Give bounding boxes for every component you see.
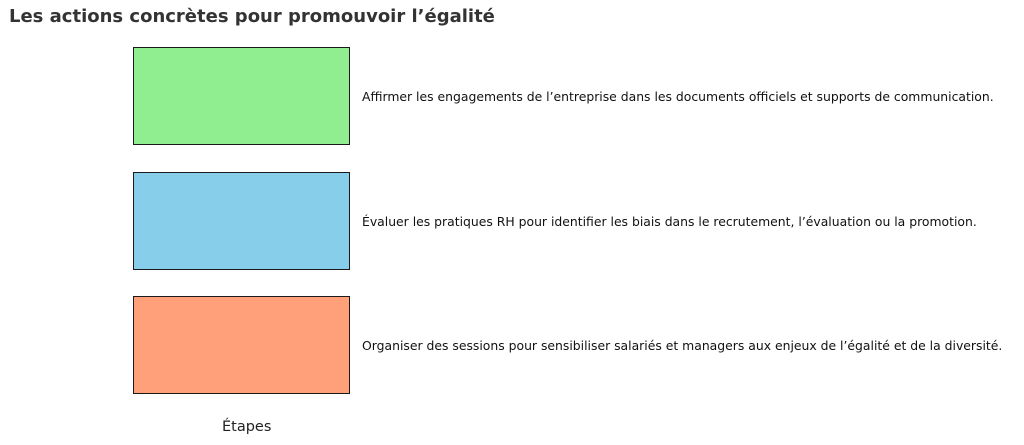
step-1-box	[133, 47, 350, 145]
step-2-text: Évaluer les pratiques RH pour identifier les biais dans le recrutement, l’évaluation ou la promotion.	[362, 214, 977, 229]
step-2-box	[133, 172, 350, 270]
step-3-text: Organiser des sessions pour sensibiliser salariés et managers aux enjeux de l’égalité et de la diversité.	[362, 338, 1003, 353]
x-axis-label: Étapes	[222, 419, 272, 435]
step-1-text: Affirmer les engagements de l’entreprise dans les documents officiels et supports de communication.	[362, 89, 994, 104]
diagram-title: Les actions concrètes pour promouvoir l’égalité	[9, 6, 495, 27]
step-3-box	[133, 296, 350, 394]
